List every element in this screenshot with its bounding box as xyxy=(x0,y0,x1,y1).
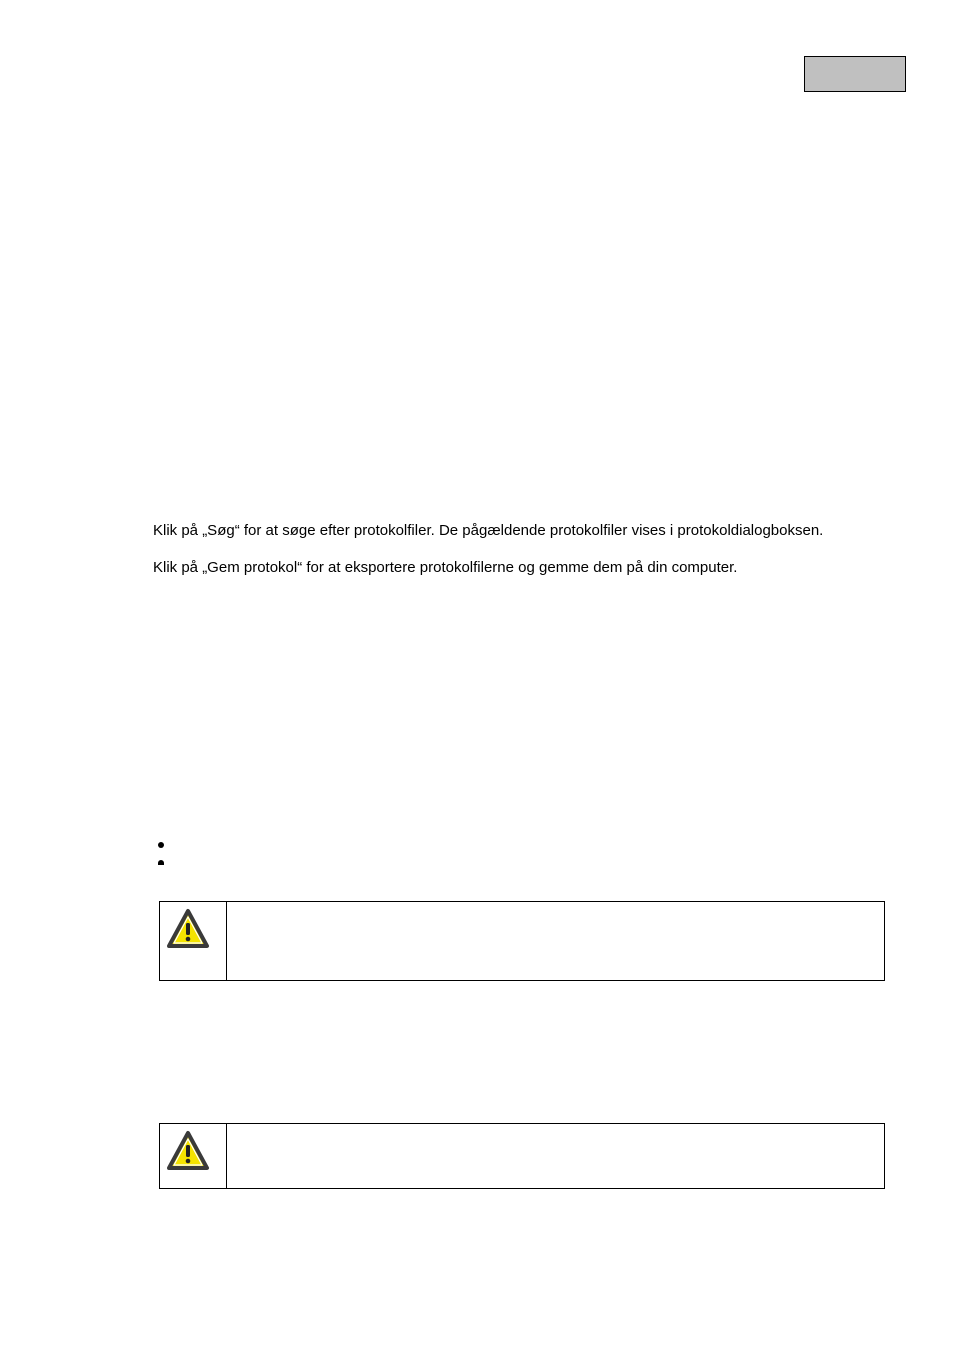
paragraph-save-protocol-instruction: Klik på „Gem protokol“ for at eksportere protokolfilerne og gemme dem på din computer. xyxy=(153,559,738,576)
warning-triangle-icon xyxy=(166,1130,210,1172)
warning-icon-cell xyxy=(160,902,227,980)
paragraph-search-instruction: Klik på „Søg“ for at søge efter protokolfiler. De pågældende protokolfiler vises i protokoldialogboksen. xyxy=(153,522,824,539)
warning-box xyxy=(159,1123,885,1189)
warning-triangle-icon xyxy=(166,908,210,950)
warning-text xyxy=(227,1124,884,1188)
bullet-dot-icon xyxy=(158,860,164,865)
warning-text xyxy=(227,902,884,980)
warning-box xyxy=(159,901,885,981)
bullet-dot-icon xyxy=(158,842,164,848)
warning-icon-cell xyxy=(160,1124,227,1188)
language-tab-box xyxy=(804,56,906,92)
